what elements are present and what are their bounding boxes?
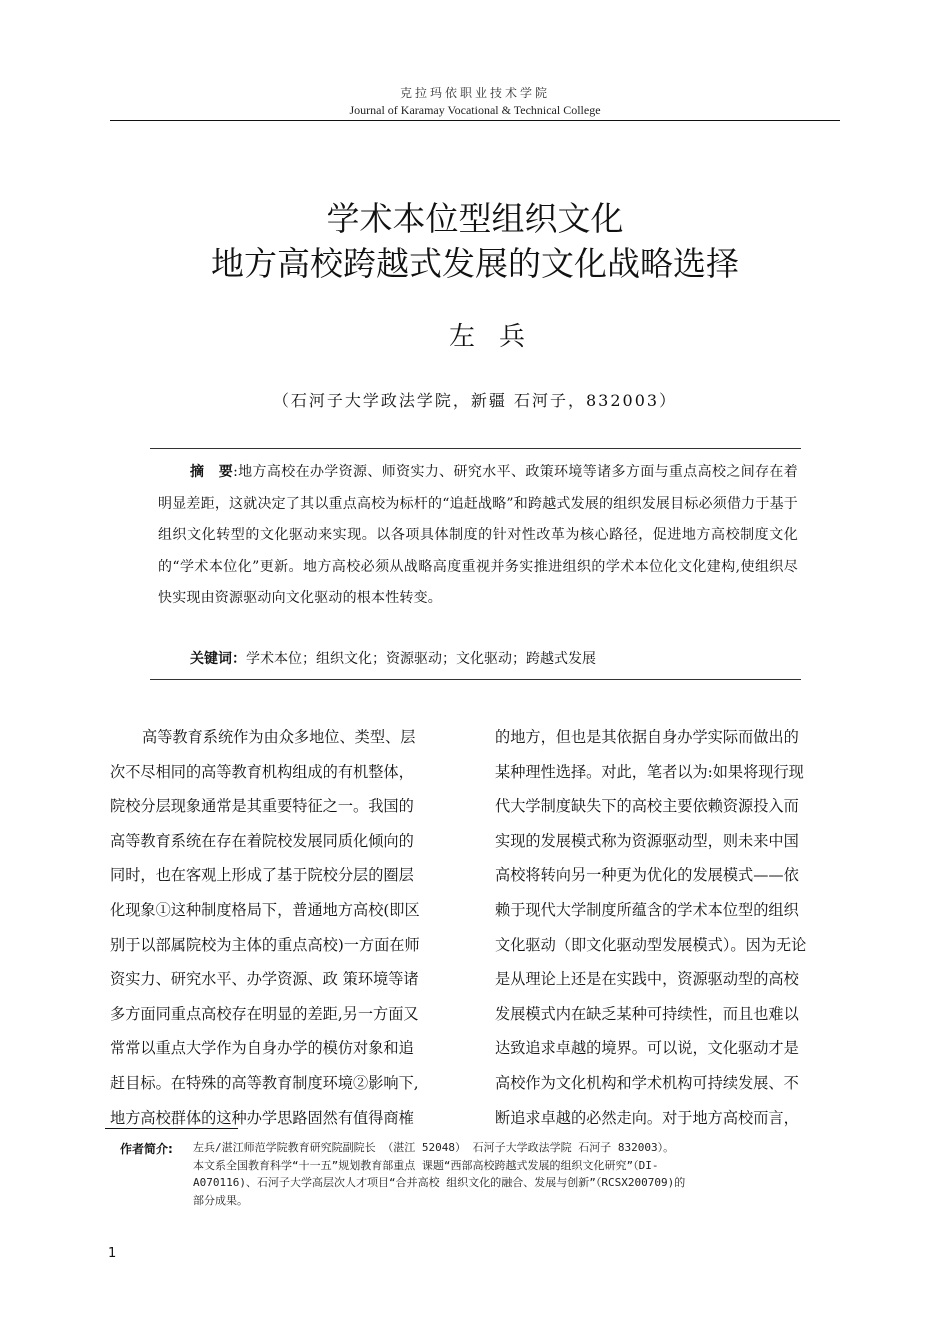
- body-line: 赖于现代大学制度所蕴含的学术本位型的组织: [495, 900, 799, 919]
- header-divider: [110, 120, 840, 121]
- body-line: 资实力、研究水平、办学资源、政 策环境等诸: [110, 970, 419, 989]
- body-line: 是从理论上还是在实践中，资源驱动型的高校: [495, 970, 799, 989]
- body-line: 发展模式内在缺乏某种可持续性，而且也难以: [495, 1004, 799, 1023]
- body-line: 达致追求卓越的境界。可以说，文化驱动才是: [495, 1039, 799, 1058]
- article-title-line-1: 学术本位型组织文化: [326, 199, 624, 238]
- body-line: 多方面同重点高校存在明显的差距,另一方面又: [110, 1004, 419, 1023]
- abstract-block: [158, 457, 798, 615]
- body-line: 代大学制度缺失下的高校主要依赖资源投入而: [495, 797, 799, 816]
- body-line: 文化驱动（即文化驱动型发展模式）。因为无论: [495, 935, 807, 954]
- abstract-bottom-rule: [150, 679, 801, 680]
- footnote-line: 部分成果。: [193, 1193, 248, 1207]
- footnote-line: 左兵/湛江师范学院教育研究院副院长 （湛江 52048） 石河子大学政法学院 石河子 832003）。: [193, 1141, 675, 1154]
- author-name: 左兵: [448, 322, 549, 352]
- body-line: 高等教育系统作为由众多地位、类型、层: [142, 728, 416, 746]
- keywords-line: [190, 648, 596, 668]
- body-line: 化现象①这种制度格局下，普通地方高校(即区: [110, 900, 420, 919]
- body-line: 断追求卓越的必然走向。对于地方高校而言，: [495, 1108, 799, 1127]
- footnote-line: 本文系全国教育科学“十一五”规划教育部重点 课题“西部高校跨越式发展的组织文化研究”（DI-: [193, 1158, 659, 1172]
- body-left-column: [110, 720, 456, 1135]
- author-affiliation: （石河子大学政法学院，新疆 石河子，832003）: [272, 391, 678, 410]
- keywords-text: 学术本位；组织文化；资源驱动；文化驱动；跨越式发展: [246, 651, 596, 667]
- abstract-label: 摘 要: [190, 464, 234, 480]
- body-line: 实现的发展模式称为资源驱动型，则未来中国: [495, 831, 799, 850]
- body-line: 别于以部属院校为主体的重点高校)一方面在师: [110, 935, 420, 954]
- body-line: 某种理性选择。对此，笔者以为:如果将现行现: [495, 762, 804, 781]
- body-line: 次不尽相同的高等教育机构组成的有机整体，: [110, 762, 414, 781]
- body-line: 同时，也在客观上形成了基于院校分层的圈层: [110, 866, 414, 885]
- footnote-label: 作者简介:: [120, 1142, 173, 1156]
- body-line: 高等教育系统在存在着院校发展同质化倾向的: [110, 831, 414, 850]
- body-line: 高校作为文化机构和学术机构可持续发展、不: [495, 1073, 799, 1092]
- body-line: 高校将转向另一种更为优化的发展模式——依: [495, 866, 799, 885]
- body-line: 院校分层现象通常是其重要特征之一。我国的: [110, 797, 414, 816]
- body-line: 地方高校群体的这种办学思路固然有值得商榷: [110, 1108, 414, 1127]
- footnote-text: [193, 1139, 833, 1209]
- body-right-column: [495, 720, 841, 1135]
- body-line: 赶目标。在特殊的高等教育制度环境②影响下,: [110, 1073, 419, 1092]
- footnote-line: A070116)、石河子大学高层次人才项目“合并高校 组织文化的融合、发展与创新”（RCSX200709)的: [193, 1176, 686, 1189]
- keywords-label: 关键词：: [190, 651, 246, 667]
- journal-name-chinese: 克拉玛依职业技术学院: [399, 86, 550, 100]
- article-title-line-2: 地方高校跨越式发展的文化战略选择: [211, 244, 739, 283]
- body-line: 常常以重点大学作为自身办学的模仿对象和追: [110, 1039, 414, 1058]
- body-line: 的地方，但也是其依据自身办学实际而做出的: [495, 728, 799, 746]
- page-number: 1: [108, 1246, 117, 1261]
- abstract-top-rule: [150, 448, 801, 449]
- journal-name-english: Journal of Karamay Vocational & Technical College: [349, 103, 601, 117]
- abstract-text: :地方高校在办学资源、师资实力、研究水平、政策环境等诸多方面与重点高校之间存在着明显差距，这就决定了其以重点高校为标杆的“追赶战略”和跨越式发展的组织发展目标必须借力于基于组织文化转型的文化驱动来实现。以各项具体制度的针对性改革为核心路径，促进地方高校制度文化的“学术本位化”更新。地方高校必须从战略高度重视并务实推进组织的学术本位化文化建构,使组织尽快实现由资源驱动向文化驱动的根本性转变。: [158, 464, 798, 606]
- footnote-rule: [105, 1128, 238, 1129]
